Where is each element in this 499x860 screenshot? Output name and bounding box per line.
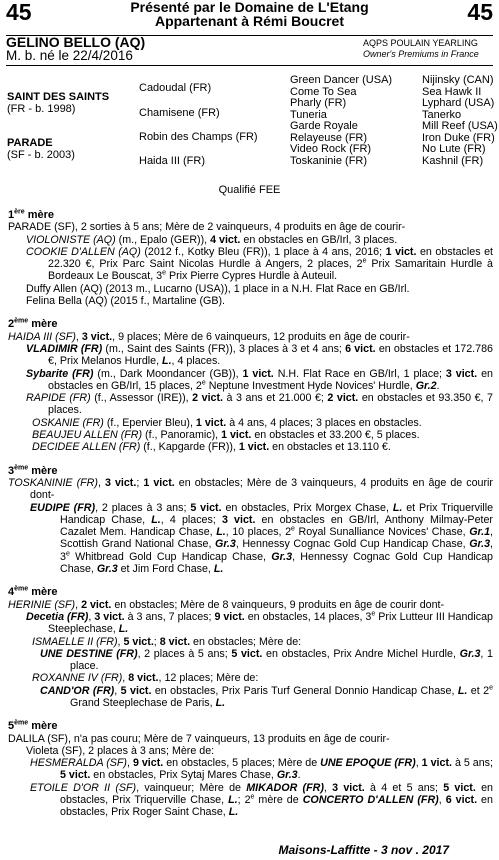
produce-entry: Sybarite (FR) (m., Dark Moondancer (GB)), 1 vict. N.H. Flat Race en GB/Irl, 1 place; 3 vict. en obstacles en GB/Irl, 15 places, 2e Neptune Investment Hyde Novices' Hurdle, Gr.2. [26, 367, 493, 392]
ancestor: Iron Duke (FR) [422, 131, 495, 144]
category-label: AQPS POULAIN YEARLING [363, 38, 478, 48]
ancestor: Green Dancer (USA) [290, 74, 393, 86]
ancestor: Nijinsky (CAN) [422, 74, 494, 86]
ancestor: Tuneria [290, 108, 327, 121]
dam-paragraph: PARADE (SF), 2 sorties à 5 ans; Mère de 2 vainqueurs, 4 produits en âge de courir- [8, 221, 406, 234]
qualification: Qualifié FEE [218, 184, 281, 196]
consignor-header [90, 0, 409, 28]
produce-entry: VLADIMIR (FR) (m., Saint des Saints (FR)), 3 places à 3 et 4 ans; 6 vict. en obstacles et 172.786 €, Prix Melanos Hurdle, L., 4 places. [26, 342, 493, 368]
produce-entry: ISMAELLE II (FR), 5 vict.; 8 vict. en obstacles; Mère de: [32, 635, 302, 648]
produce-entry: Violeta (SF), 2 places à 3 ans; Mère de: [26, 744, 215, 757]
section-heading: 5ème mère [8, 719, 58, 733]
produce-entry: UNE DESTINE (FR), 2 places à 5 ans; 5 vict. en obstacles, Prix Andre Michel Hurdle, Gr.3, 1 place. [40, 647, 493, 673]
dam-paragraph: TOSKANINIE (FR), 3 vict.; 1 vict. en obstacles; Mère de 3 vainqueurs, 4 produits en âge de courir dont- [8, 476, 493, 502]
horse-name: GELINO BELLO (AQ) [6, 34, 146, 50]
horse-sex-birth: M. b. né le 22/4/2016 [6, 48, 133, 63]
produce-entry: Felina Bella (AQ) (2015 f., Martaline (GB). [26, 295, 225, 308]
lot-number-right: 45 [467, 0, 493, 25]
produce-entry: DECIDEE ALLEN (FR) (f., Kapgarde (FR)), 1 vict. en obstacles et 13.110 €. [32, 441, 391, 454]
produce-entry: RAPIDE (FR) (f., Assessor (IRE)), 2 vict. à 3 ans et 21.000 €; 2 vict. en obstacles et 93.350 €, 7 places. [26, 392, 493, 417]
produce-entry: Decetia (FR), 3 vict. à 3 ans, 7 places; 9 vict. en obstacles, 14 places, 3e Prix Lutteur III Handicap Steeplechase, L. [26, 610, 493, 636]
ancestor: Tanerko [422, 108, 462, 121]
section-heading: 2ème mère [8, 317, 58, 331]
ancestor: Relayeuse (FR) [290, 131, 368, 144]
dam-paragraph: HAIDA III (SF), 3 vict., 9 places; Mère de 6 vainqueurs, 12 produits en âge de courir- [8, 330, 410, 343]
produce-entry: BEAUJEU ALLEN (FR) (f., Panoramic), 1 vict. en obstacles et 33.200 €, 5 places. [32, 429, 420, 442]
bottom-rule [6, 65, 493, 66]
grandsire-4: Haida III (FR) [139, 155, 206, 167]
grandsire-1: Cadoudal (FR) [139, 82, 212, 94]
dam-paragraph: DALILA (SF), n'a pas couru; Mère de 7 vainqueurs, 13 produits en âge de courir- [8, 732, 390, 745]
produce-entry: VIOLONISTE (AQ) (m., Epalo (GER)), 4 vict. en obstacles en GB/Irl, 3 places. [26, 233, 398, 246]
produce-entry: CAND'OR (FR), 5 vict. en obstacles, Prix Paris Turf General Donnio Handicap Chase, L. et 2e Grand Steeplechase de Paris, L. [40, 684, 493, 709]
horse-category [363, 38, 493, 60]
produce-entry: Duffy Allen (AQ) (2013 m., Lucarno (USA)), 1 place in a N.H. Flat Race en GB/Irl. [26, 282, 410, 295]
sire-name: SAINT DES SAINTS [7, 91, 110, 103]
produce-entry: COOKIE D'ALLEN (AQ) (2012 f., Kotky Bleu (FR)), 1 place à 4 ans, 2016; 1 vict. en obstacles et 22.320 €, Prix Parc Saint Nicolas Hurdle à Angers, 2 places, 2e Prix Samaritain Hurdle à Bordeaux Le Bouscat, 3e Prix Pierre Cypres Hurdle à Auteuil. [26, 245, 493, 283]
lot-number-left: 45 [6, 0, 32, 25]
section-heading: 1ère mère [8, 208, 54, 221]
ancestor: Kashnil (FR) [422, 154, 484, 167]
produce-entry: EUDIPE (FR), 2 places à 3 ans; 5 vict. en obstacles, Prix Morgex Chase, L. et Prix Triquerville Handicap Chase, L., 4 places; 3 vict. en obstacles en GB/Irl, Anthony Milmay-Peter Cazalet Mem. Handicap Chase, L., 10 places, 2e Royal Sunalliance Novices' Chase, Gr.1, Scottish Grand National Chase, Gr.3, Hennessy Cognac Gold Cup Handicap Chase, Gr.3, 3e Whitbread Gold Cup Handicap Chase, Gr.3, Hennessy Cognac Gold Cup Handicap Chase, Gr.3 et Jim Ford Chase, L. [30, 501, 494, 576]
produce-entry: ROXANNE IV (FR), 8 vict., 12 places; Mère de: [32, 672, 259, 685]
produce-entry: HESMERALDA (SF), 9 vict. en obstacles, 5 places; Mère de UNE EPOQUE (FR), 1 vict. à 5 ans; 5 vict. en obstacles, Prix Sytaj Mares Chase, Gr.3. [30, 757, 493, 782]
produce-entry: ETOILE D'OR II (SF), vainqueur; Mère de MIKADOR (FR), 3 vict. à 4 et 5 ans; 5 vict. en obstacles, Prix Triquerville Chase, L.; 2e mère de CONCERTO D'ALLEN (FR), 6 vict. en obstacles, Prix Roger Saint Chase, L. [30, 781, 493, 819]
grandsire-3: Robin des Champs (FR) [139, 131, 258, 143]
ancestor: Lyphard (USA) [422, 97, 495, 109]
pedigree-table [0, 75, 499, 175]
dam-info: (SF - b. 2003) [7, 149, 75, 161]
ancestor: Sea Hawk II [422, 85, 482, 98]
ancestor: Toskaninie (FR) [290, 154, 368, 167]
sire-info: (FR - b. 1998) [7, 103, 76, 115]
section-heading: 4ème mère [8, 585, 58, 599]
top-rule [6, 35, 493, 36]
dam-name: PARADE [7, 137, 53, 149]
owner-line: Appartenant à Rémi Boucret [154, 13, 345, 29]
ancestor: Video Rock (FR) [290, 143, 372, 155]
ancestor: Garde Royale [290, 120, 358, 132]
consignor-line: Présenté par le Domaine de L'Etang [130, 0, 369, 15]
section-heading: 3ème mère [8, 463, 58, 477]
ancestor: Pharly (FR) [290, 97, 347, 109]
grandsire-2: Chamisene (FR) [139, 107, 220, 119]
produce-entry: OSKANIE (FR) (f., Epervier Bleu), 1 vict. à 4 ans, 4 places; 3 places en obstacles. [32, 416, 422, 429]
dam-paragraph: HERINIE (SF), 2 vict. en obstacles; Mère de 8 vainqueurs, 9 produits en âge de courir dont- [8, 598, 445, 611]
produce-record [8, 207, 493, 819]
sale-footer: Maisons-Laffitte - 3 nov . 2017 [278, 843, 449, 857]
premium-label: Owner's Premiums in France [363, 49, 479, 59]
ancestor: Come To Sea [290, 85, 357, 98]
ancestor: No Lute (FR) [422, 143, 486, 155]
ancestor: Mill Reef (USA) [422, 120, 498, 132]
